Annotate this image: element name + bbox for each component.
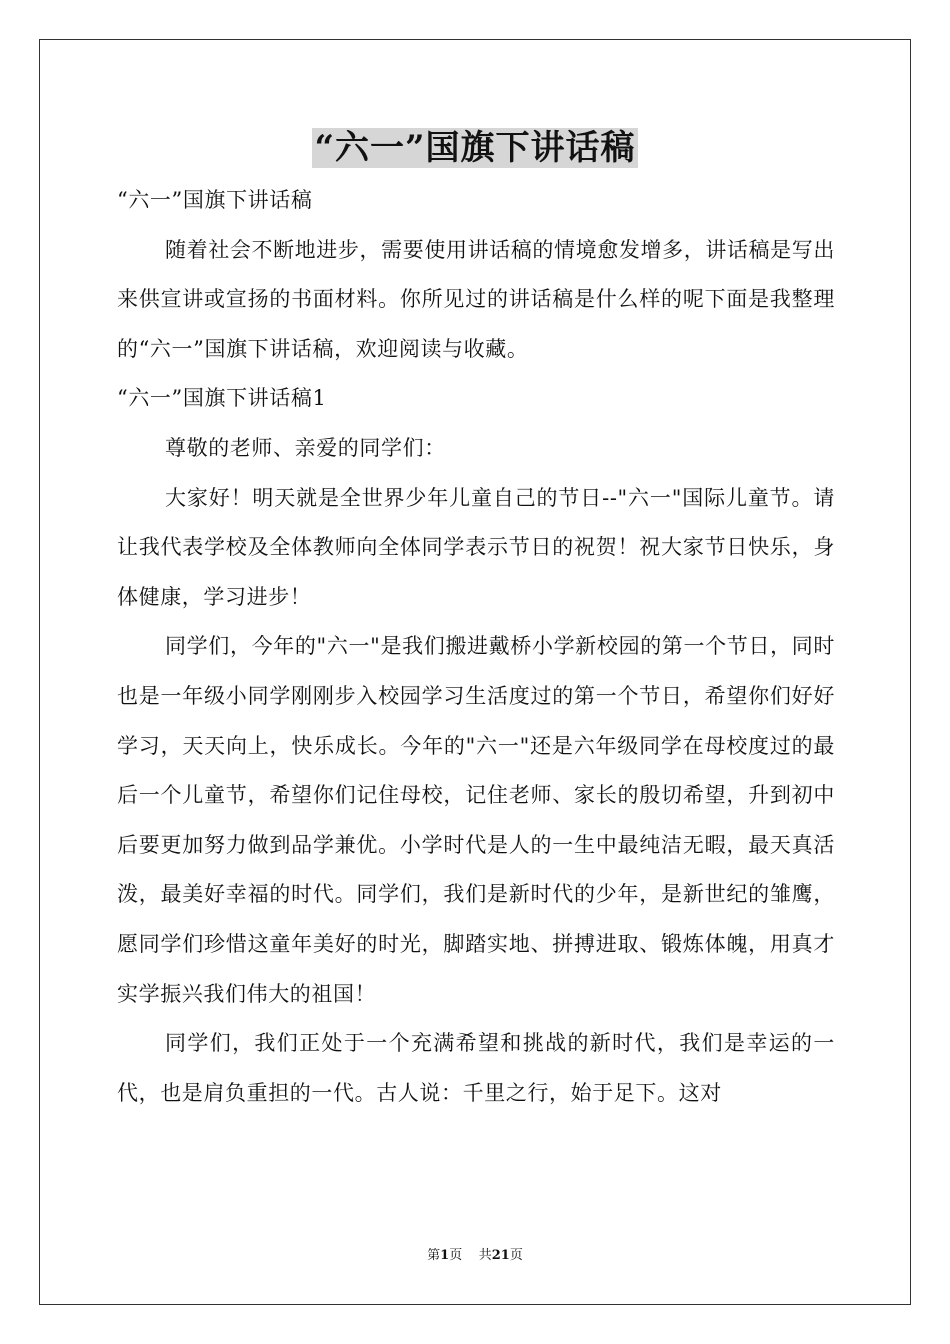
page-suffix: 页	[449, 1248, 463, 1263]
paragraph-greeting: 大家好！明天就是全世界少年儿童自己的节日--"六一"国际儿童节。请让我代表学校及全体教师向全体同学表示节日的祝贺！祝大家节日快乐，身体健康，学习进步！	[117, 485, 835, 609]
paragraph-intro: 随着社会不断地进步，需要使用讲话稿的情境愈发增多，讲话稿是写出来供宣讲或宣扬的书面材料。你所见过的讲话稿是什么样的呢下面是我整理的“六一”国旗下讲话稿，欢迎阅读与收藏。	[117, 237, 835, 361]
page-prefix: 第	[427, 1248, 441, 1263]
total-pages: 21	[491, 1248, 510, 1263]
total-suffix: 页	[509, 1248, 523, 1263]
paragraph-subtitle: “六一”国旗下讲话稿	[117, 188, 313, 212]
document-title	[0, 124, 950, 172]
paragraph-body-2: 同学们，我们正处于一个充满希望和挑战的新时代，我们是幸运的一代，也是肩负重担的一代。古人说：千里之行，始于足下。这对	[117, 1031, 835, 1105]
total-prefix: 共	[478, 1248, 492, 1263]
page-footer	[0, 1246, 950, 1266]
page-number: 1	[440, 1248, 450, 1263]
document-title-text: “六一”国旗下讲话稿	[314, 128, 636, 168]
paragraph-salutation: 尊敬的老师、亲爱的同学们：	[165, 435, 446, 460]
document-body	[117, 176, 835, 1118]
paragraph-body-1: 同学们，今年的"六一"是我们搬进戴桥小学新校园的第一个节日，同时也是一年级小同学刚刚步入校园学习生活度过的第一个节日，希望你们好好学习，天天向上，快乐成长。今年的"六一"还是六年级同学在母校度过的最后一个儿童节，希望你们记住母校，记住老师、家长的殷切希望，升到初中后要更加努力做到品学兼优。小学时代是人的一生中最纯洁无暇，最天真活泼，最美好幸福的时代。同学们，我们是新时代的少年，是新世纪的雏鹰，愿同学们珍惜这童年美好的时光，脚踏实地、拼搏进取、锻炼体魄，用真才实学振兴我们伟大的祖国！	[117, 634, 835, 1006]
paragraph-section-heading: “六一”国旗下讲话稿1	[117, 386, 327, 411]
